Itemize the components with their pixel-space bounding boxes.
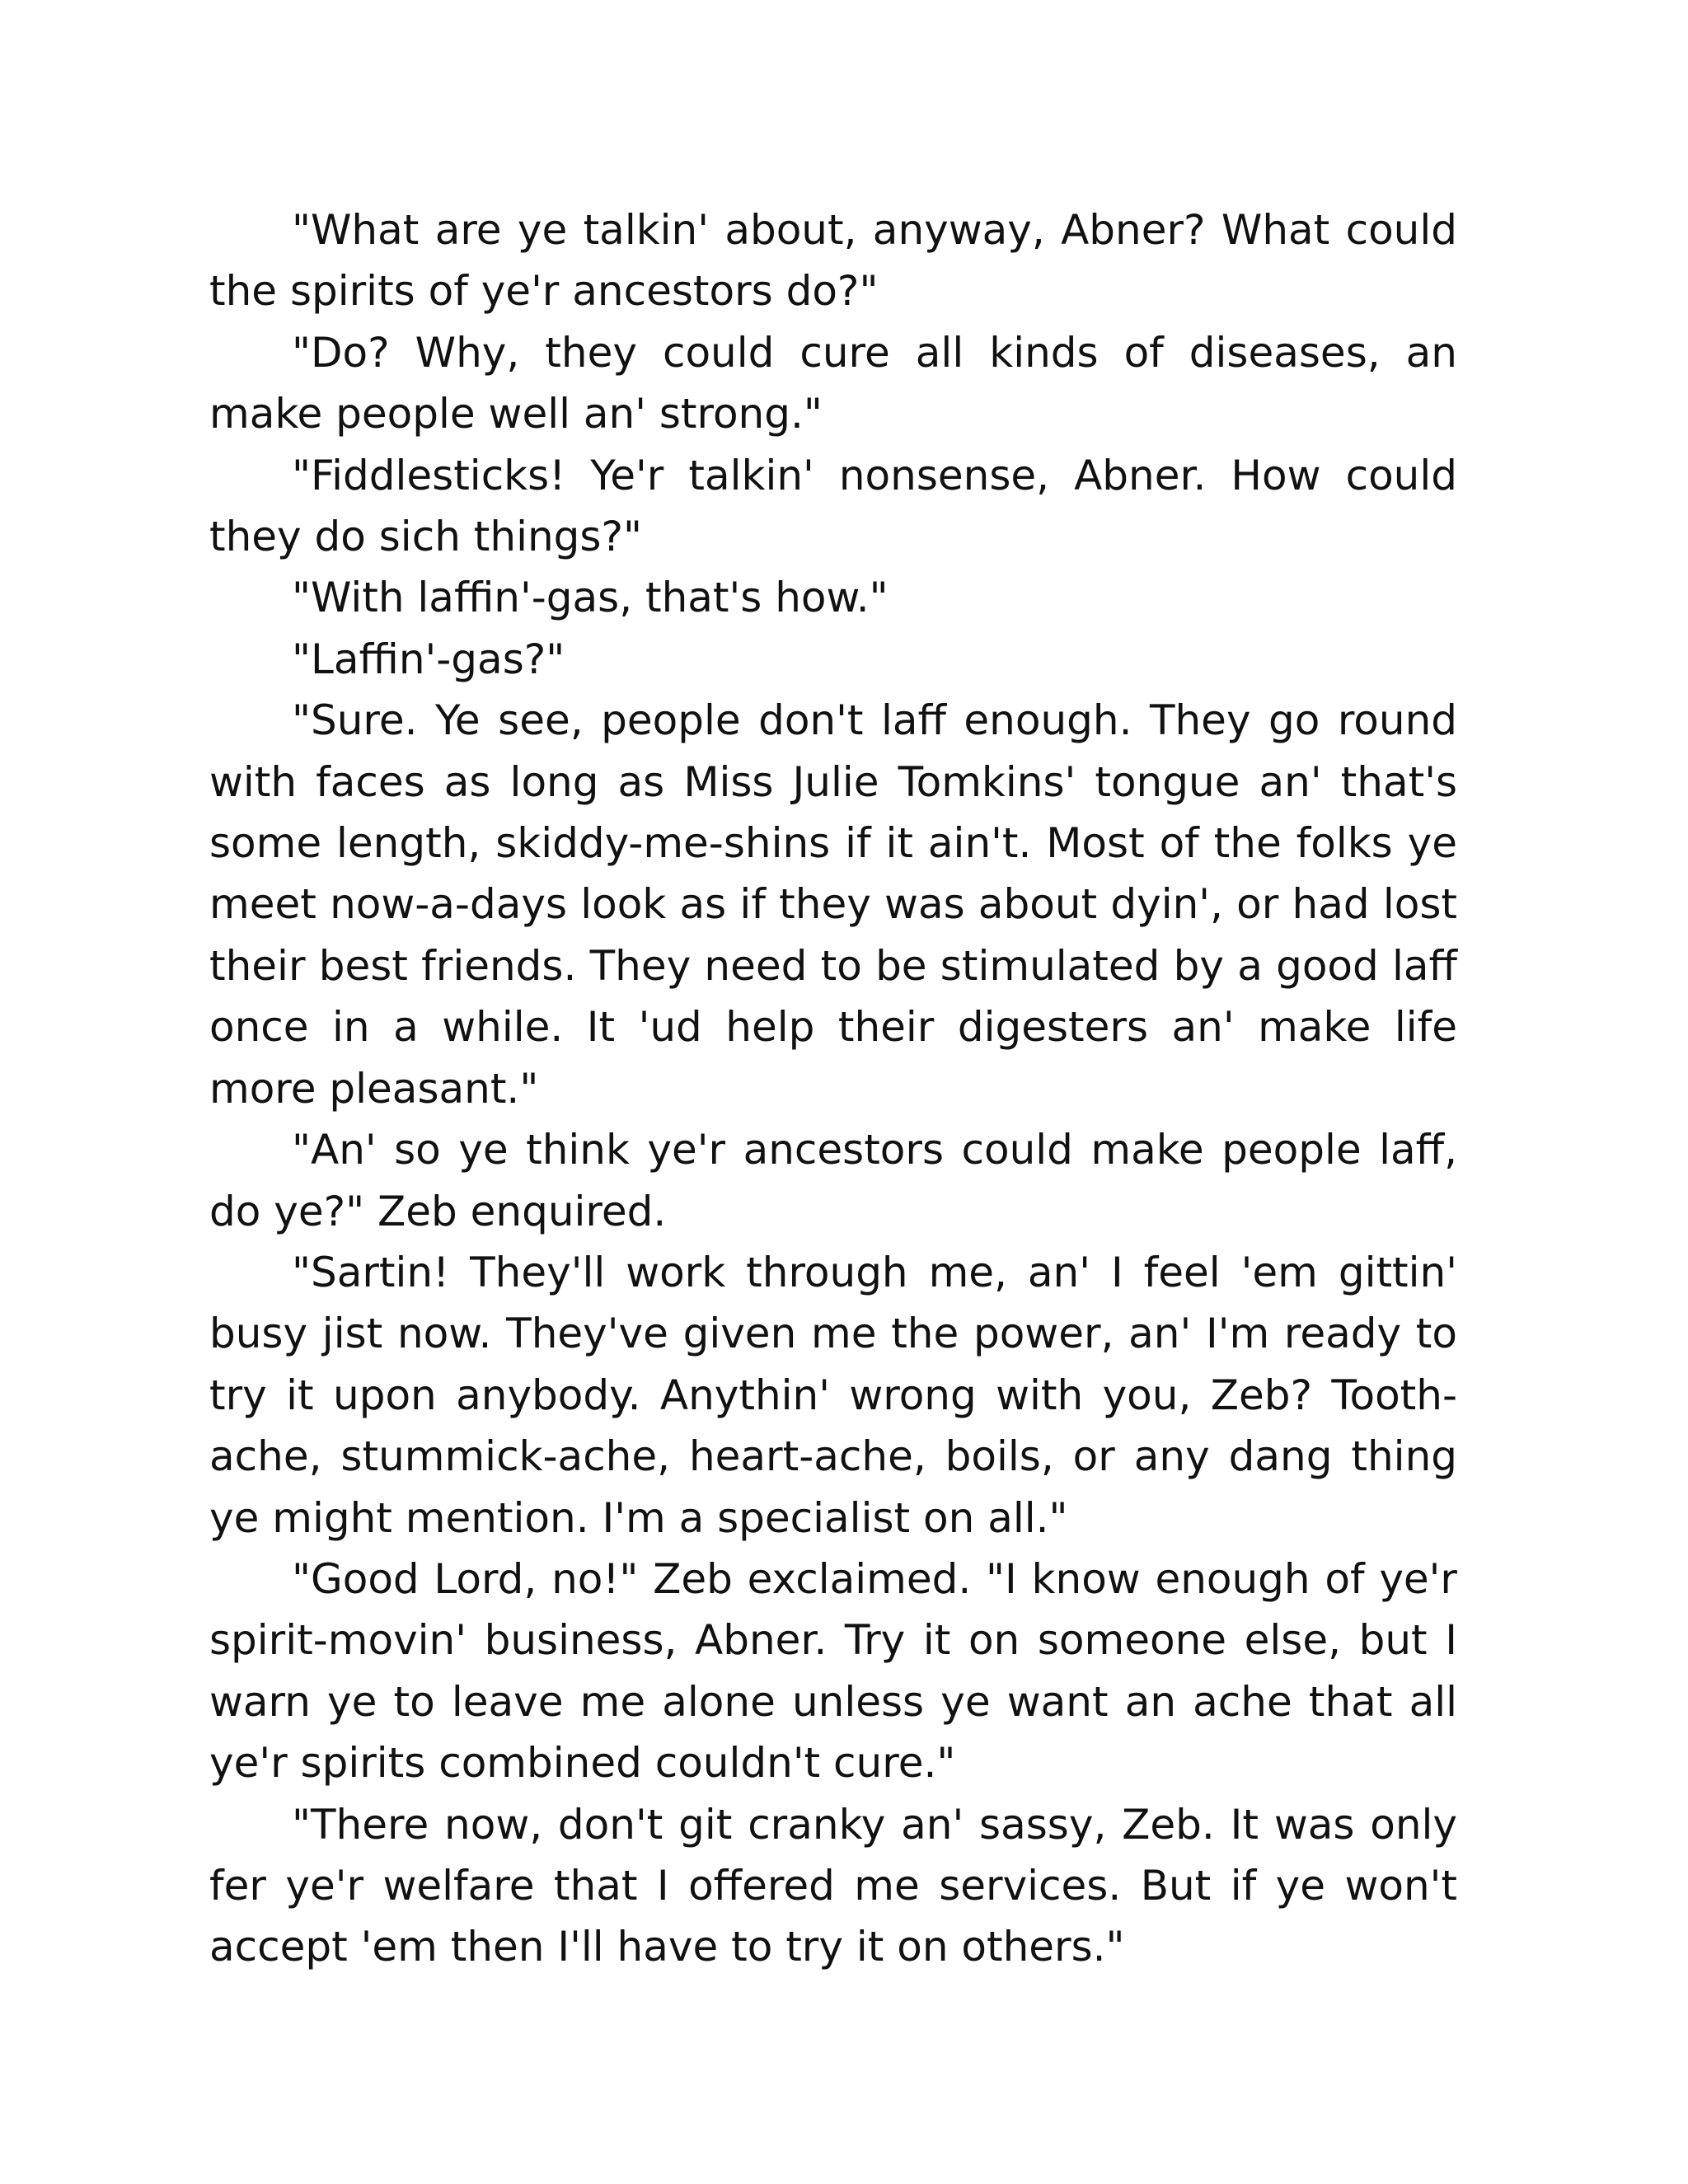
paragraph-4: "With laffin'-gas, that's how.": [292, 574, 889, 622]
paragraph-7: "An' so ye think ye'r ancestors could make people laff, do ye?" Zeb enquired.: [209, 1126, 1457, 1235]
paragraph-5: "Laffin'-gas?": [292, 635, 565, 683]
paragraph-8: "Sartin! They'll work through me, an' I feel 'em gittin' busy jist now. They've given me the power, an' I'm ready to try it upon anybody. Anythin' wrong with you, Zeb? Tooth-ache, stummick-ache, heart-ache, boils, or any dang thing ye might mention. I'm a specialist on all.": [209, 1248, 1457, 1542]
page-text: [209, 199, 1457, 1978]
paragraph-6: "Sure. Ye see, people don't laff enough. They go round with faces as long as Miss Julie Tomkins' tongue an' that's some length, skiddy-me-shins if it ain't. Most of the folks ye meet now-a-days look as if they was about dyin', or had lost their best friends. They need to be stimulated by a good laff once in a while. It 'ud help their digesters an' make life more pleasant.": [209, 696, 1457, 1113]
paragraph-10: "There now, don't git cranky an' sassy, Zeb. It was only fer ye'r welfare that I offered me services. But if ye won't accept 'em then I'll have to try it on others.": [209, 1800, 1457, 1971]
paragraph-1: "What are ye talkin' about, anyway, Abner? What could the spirits of ye'r ancestors do?": [209, 206, 1457, 316]
paragraph-3: "Fiddlesticks! Ye'r talkin' nonsense, Abner. How could they do sich things?": [209, 451, 1457, 561]
paragraph-9: "Good Lord, no!" Zeb exclaimed. "I know enough of ye'r spirit-movin' business, Abner. Try it on someone else, but I warn ye to leave me alone unless ye want an ache that all ye'r spirits combined couldn't cure.": [209, 1554, 1457, 1788]
paragraph-2: "Do? Why, they could cure all kinds of diseases, an make people well an' strong.": [209, 328, 1457, 438]
